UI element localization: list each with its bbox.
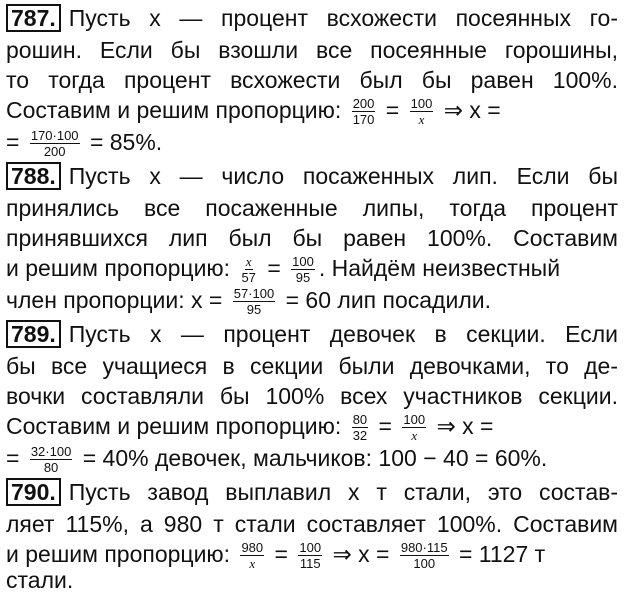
problem-787-line-5: = $\frac{170\cdot 100}{200}$ = 85%. [6, 128, 163, 160]
fraction: $\frac{100}{x}$ [403, 412, 426, 444]
fraction: $\frac{980}{x}$ [241, 540, 264, 572]
problem-787-line-3: то тогда процент всхожести был бы равен 100%. [6, 67, 618, 93]
problem-788-line-5: член пропорции: x = $\frac{57\cdot 100}{95}$ = 60 лип посадили. [6, 286, 491, 318]
problem-number-789: 789. [6, 320, 61, 348]
problem-788-line-1: 788. Пусть x — число посаженных лип. Если бы [6, 162, 618, 190]
problem-790-line-4: стали. [6, 567, 74, 593]
problem-789-line-5: = $\frac{32\cdot 100}{80}$ = 40% девочек, мальчиков: 100 − 40 = 60%. [6, 444, 548, 476]
problem-number-790: 790. [6, 478, 61, 506]
fraction: $\frac{80}{32}$ [352, 412, 368, 444]
fraction: $\frac{32\cdot 100}{80}$ [30, 444, 72, 476]
problem-789-line-2: бы все учащиеся в секции были девочками, то де- [6, 353, 618, 379]
problem-787-line-2: рошин. Если бы взошли все посеянные горошины, [6, 37, 618, 63]
fraction: $\frac{100}{95}$ [292, 254, 314, 286]
problem-790-line-3: и решим пропорцию: $\frac{980}{x}$ = $\frac{100}{115}$ ⇒ x = $\frac{980\cdot 115}{100}$ = 1127 т [6, 540, 546, 572]
fraction: $\frac{57\cdot 100}{95}$ [233, 286, 275, 318]
problem-788-line-4: и решим пропорцию: $\frac{x}{57}$ = $\frac{100}{95}$ . Найдём неизвестный [6, 254, 561, 286]
fraction: $\frac{200}{170}$ [352, 96, 375, 128]
problem-789-line-1: 789. Пусть x — процент девочек в секции. Если [6, 320, 618, 348]
fraction: $\frac{170\cdot 100}{200}$ [30, 128, 79, 160]
fraction: $\frac{x}{57}$ [241, 254, 256, 286]
problem-789-line-3: вочки составляли бы 100% всех участников секции. [6, 383, 618, 409]
problem-788-line-2: принялись все посаженные липы, тогда процент [6, 195, 618, 221]
problem-790-line-2: ляет 115%, а 980 т стали составляет 100%. Составим [6, 511, 618, 537]
problem-787-line-1: 787. Пусть x — процент всхожести посеянных го- [6, 4, 618, 32]
problem-number-788: 788. [6, 162, 61, 190]
fraction: $\frac{980\cdot 115}{100}$ [400, 540, 448, 572]
fraction: $\frac{100}{115}$ [299, 540, 322, 572]
problem-787-line-4: Составим и решим пропорцию: $\frac{200}{170}$ = $\frac{100}{x}$ ⇒ x = [6, 96, 501, 128]
problem-789-line-4: Составим и решим пропорцию: $\frac{80}{32}$ = $\frac{100}{x}$ ⇒ x = [6, 412, 494, 444]
problem-788-line-3: принявшихся лип был бы равен 100%. Составим [6, 225, 618, 251]
fraction: $\frac{100}{x}$ [410, 96, 433, 128]
problem-number-787: 787. [6, 4, 61, 32]
problem-790-line-1: 790. Пусть завод выплавил x т стали, это состав- [6, 478, 618, 506]
